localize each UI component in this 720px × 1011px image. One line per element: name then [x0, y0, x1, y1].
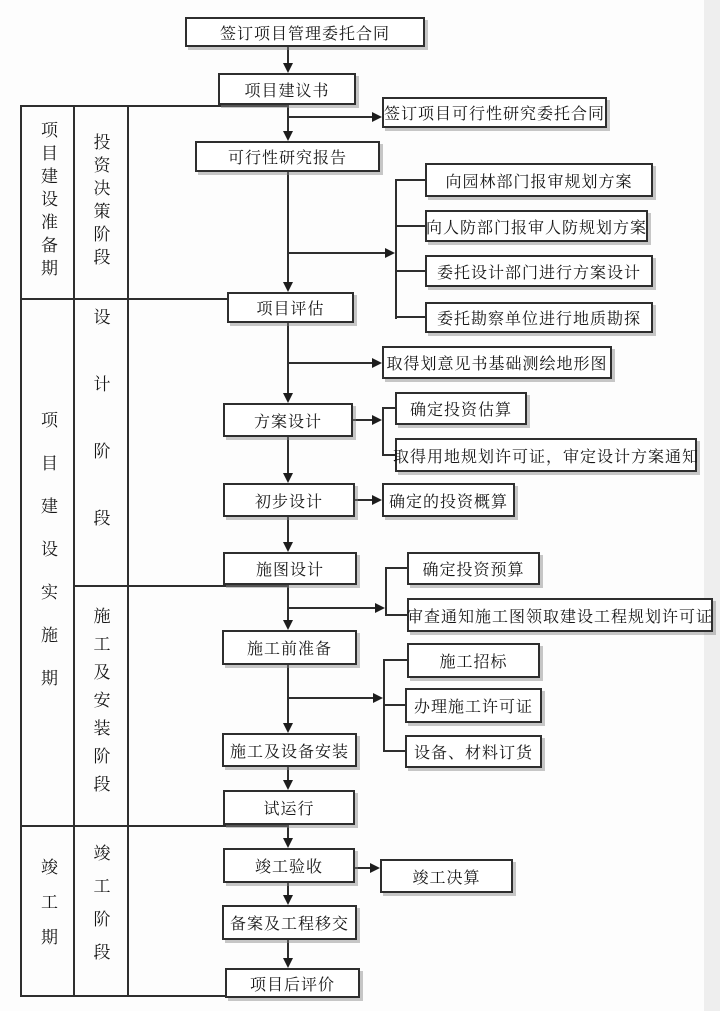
phase-stage-design: 设计阶段	[90, 307, 110, 576]
node-preliminary-design: 初步设计	[223, 483, 355, 517]
connector	[288, 252, 385, 254]
arrowhead-down	[283, 838, 293, 848]
phase-period-implementation: 项目建设实施期	[38, 411, 57, 712]
arrowhead-down	[283, 780, 293, 790]
node-construction-permit: 办理施工许可证	[405, 688, 542, 723]
arrowhead-right	[372, 415, 382, 425]
node-construction-bidding: 施工招标	[407, 643, 540, 678]
arrowhead-down	[283, 282, 293, 292]
bracket-stub	[383, 704, 405, 706]
node-sign-pm-contract: 签订项目管理委托合同	[185, 17, 425, 47]
arrowhead-down	[283, 723, 293, 733]
bracket	[382, 408, 384, 456]
connector	[287, 172, 289, 283]
bracket-stub	[383, 659, 407, 661]
arrowhead-right	[372, 358, 382, 368]
node-approved-budget-estimate: 确定的投资概算	[382, 483, 515, 517]
node-completion-acceptance: 竣工验收	[223, 848, 355, 883]
bracket	[395, 180, 397, 319]
connector	[288, 607, 376, 609]
table-border-right	[127, 105, 129, 995]
arrowhead-down	[283, 895, 293, 905]
arrowhead-right	[373, 693, 383, 703]
arrowhead-right	[372, 112, 382, 122]
phase-stage-construction-install: 施工及安装阶段	[90, 607, 110, 803]
node-land-permit-notice: 取得用地规划许可证，审定设计方案通知	[395, 438, 697, 472]
phase-period-completion: 竣工期	[38, 857, 57, 963]
node-feasibility-report: 可行性研究报告	[195, 141, 380, 172]
node-scheme-design: 方案设计	[223, 403, 353, 437]
node-trial-run: 试运行	[223, 790, 355, 825]
connector	[288, 697, 374, 699]
connector	[287, 105, 289, 132]
bracket-stub	[395, 316, 425, 318]
connector	[287, 585, 289, 621]
arrowhead-down	[283, 542, 293, 552]
bracket-stub	[385, 614, 407, 616]
node-equipment-material-order: 设备、材料订货	[405, 735, 542, 768]
arrowhead-down	[283, 473, 293, 483]
node-sign-feasibility-contract: 签订项目可行性研究委托合同	[382, 97, 607, 128]
connector	[287, 665, 289, 724]
connector	[288, 362, 372, 364]
arrowhead-right	[370, 863, 380, 873]
bracket-stub	[395, 179, 425, 181]
scan-edge-strip	[704, 0, 720, 1011]
node-construction-drawing-design: 施图设计	[223, 552, 357, 585]
node-garden-dept-submit: 向园林部门报审规划方案	[425, 163, 653, 197]
node-investment-budget: 确定投资预算	[407, 552, 540, 585]
node-filing-handover: 备案及工程移交	[222, 905, 357, 940]
connector	[288, 116, 372, 118]
connector	[355, 867, 371, 869]
node-completion-settlement: 竣工决算	[380, 859, 513, 893]
node-pre-construction-prep: 施工前准备	[222, 630, 357, 665]
bracket	[383, 660, 385, 752]
bracket-stub	[382, 407, 395, 409]
node-post-evaluation: 项目后评价	[225, 968, 360, 998]
bracket-stub	[395, 270, 425, 272]
node-obtain-opinion-mapping: 取得划意见书基础测绘地形图	[382, 346, 612, 379]
connector	[287, 767, 289, 781]
arrowhead-right	[385, 248, 395, 258]
arrowhead-right	[372, 495, 382, 505]
bracket-stub	[385, 567, 407, 569]
connector	[287, 825, 289, 839]
node-project-proposal: 项目建议书	[218, 73, 356, 105]
phase-stage-completion: 竣工阶段	[90, 844, 110, 976]
phase-period-preparation: 项目建设准备期	[38, 121, 57, 282]
arrowhead-down	[283, 958, 293, 968]
arrowhead-down	[283, 131, 293, 141]
arrowhead-down	[283, 63, 293, 73]
bracket	[385, 568, 387, 616]
connector	[287, 323, 289, 394]
arrowhead-down	[283, 620, 293, 630]
node-civil-defense-submit: 向人防部门报审人防规划方案	[425, 210, 648, 242]
connector	[355, 499, 373, 501]
node-project-evaluation: 项目评估	[227, 292, 354, 323]
connector	[287, 437, 289, 474]
arrowhead-down	[283, 393, 293, 403]
node-review-notice-planning-permit: 审查通知施工图领取建设工程规划许可证	[407, 598, 713, 632]
bracket-stub	[383, 750, 405, 752]
bracket-stub	[395, 225, 425, 227]
connector	[353, 419, 373, 421]
node-construction-equipment-install: 施工及设备安装	[222, 733, 357, 767]
node-investment-estimate: 确定投资估算	[395, 392, 527, 425]
phase-stage-investment-decision: 投资决策阶段	[90, 132, 110, 271]
connector	[287, 517, 289, 543]
node-entrust-survey-unit: 委托勘察单位进行地质勘探	[425, 302, 653, 333]
connector	[287, 940, 289, 959]
node-entrust-design-dept: 委托设计部门进行方案设计	[425, 255, 653, 287]
arrowhead-right	[375, 603, 385, 613]
